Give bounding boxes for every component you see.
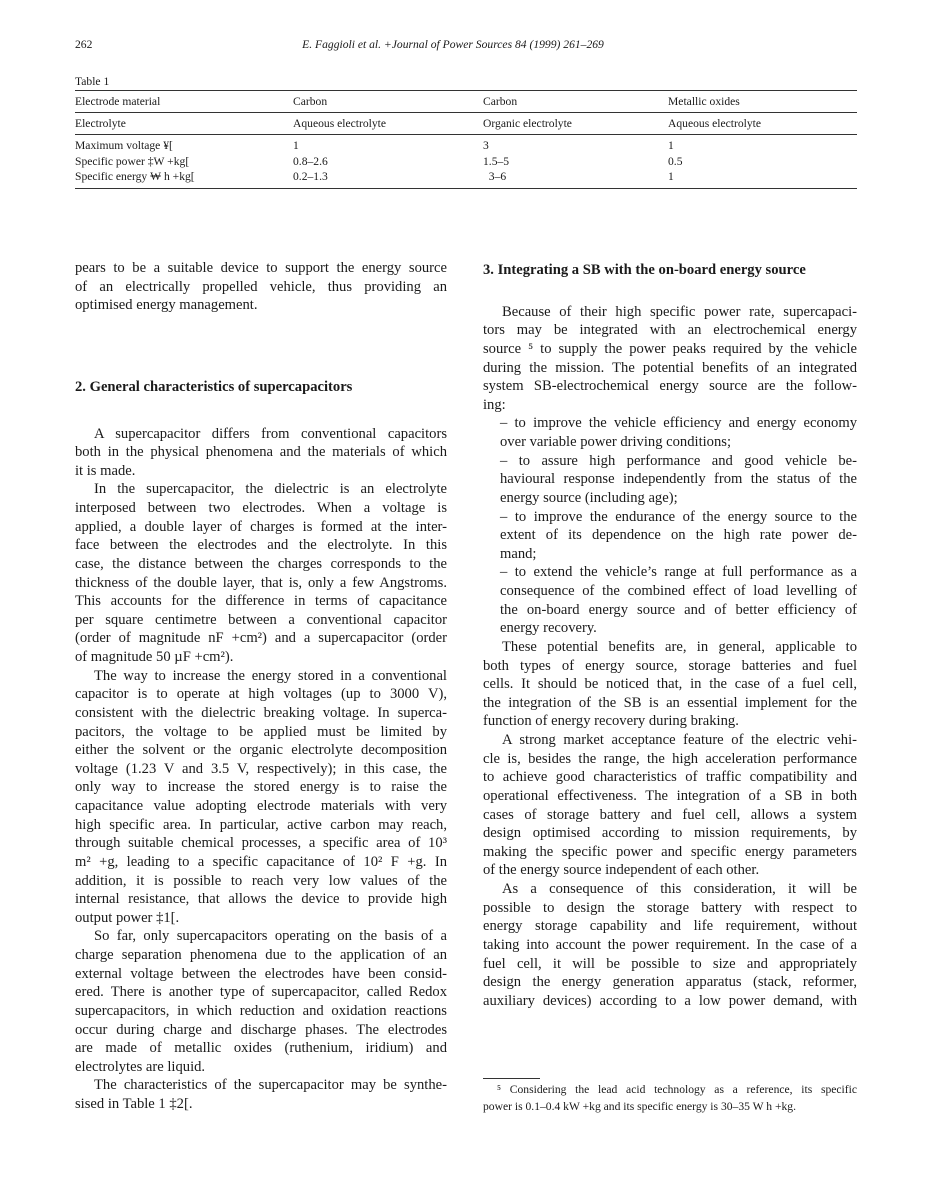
text-line: design optimised according to mission requirements, by (483, 825, 857, 842)
text-line: high specific area. In particular, active carbon may reach, (75, 816, 447, 833)
left-column (75, 259, 447, 1114)
text-line: sised in Table 1 ‡2[. (75, 1096, 193, 1112)
table-header-cell: Carbon (293, 91, 483, 113)
table-header-cell: Organic electrolyte (483, 113, 668, 135)
bullet-item (483, 563, 857, 638)
text-line: energy storage capability and life requirement, without (483, 918, 857, 935)
text-line: optimised energy management. (75, 297, 258, 314)
text-line: of the energy source independent of each other. (483, 862, 760, 879)
text-line: – to assure high performance and good vehicle be- (500, 452, 857, 469)
text-line: energy recovery. (500, 620, 597, 637)
text-line: pacitors, the voltage to be applied must be limited by (75, 723, 447, 740)
text-line: voltage (1.23 V and 3.5 V, respectively); in this case, the (75, 760, 447, 777)
text-line: only way to increase the stored energy is to raise the (75, 779, 447, 796)
text-line: to achieve good characteristics of traffic compatibility and (483, 769, 857, 786)
text-line: through suitable chemical processes, a specific area of 10³ (75, 835, 447, 852)
text-line: mand; (500, 545, 537, 562)
running-title: E. Faggioli et al. +Journal of Power Sources 84 (1999) 261–269 (302, 38, 604, 51)
text-line: the integration of the SB is an essential implement for the (483, 694, 857, 711)
paragraph (75, 259, 447, 315)
text-line: addition, it is possible to reach very low values of the (75, 872, 447, 889)
text-line: function of energy recovery during braking. (483, 713, 739, 730)
table-header-cell: Aqueous electrolyte (668, 113, 857, 135)
text-line: interposed between two electrodes. When a voltage is (75, 500, 447, 516)
table-header-cell: Aqueous electrolyte (293, 113, 483, 135)
table-cell: 1 (668, 139, 674, 153)
text-line: the on-board energy source and of better efficiency of (500, 601, 857, 618)
text-line: pears to be a suitable device to support the energy source (75, 260, 447, 276)
text-line: auxiliary devices) according to a low power demand, with (483, 992, 857, 1009)
table-cell: 1 (668, 169, 857, 188)
text-line: So far, only supercapacitors operating on the basis of a (94, 928, 447, 945)
text-line: per square centimetre between a conventional capacitor (75, 611, 447, 628)
text-line: possible to design the storage battery with respect to (483, 899, 857, 916)
text-line: In the supercapacitor, the dielectric is an electrolyte (94, 481, 447, 498)
table-header-row (75, 113, 857, 135)
text-line: ered. There is another type of supercapacitor, called Redox (75, 984, 447, 1001)
page-number: 262 (75, 38, 93, 51)
text-line: taking into account the power requirement. In the case of a (483, 936, 857, 953)
table-cell: Specific energy ₩ h +kg[ (75, 169, 293, 188)
text-line: m² +g, leading to a specific capacitance of 10² F +g. In (75, 853, 447, 870)
section-heading: 2. General characteristics of supercapacitors (75, 378, 353, 395)
table-caption: Table 1 (75, 75, 110, 88)
text-line: A supercapacitor differs from conventional capacitors (94, 425, 447, 442)
table-cell: 3–6 (483, 169, 668, 188)
text-line: consistent with the dielectric breaking voltage. In superca- (75, 704, 447, 721)
table-header-row (75, 91, 857, 113)
text-line: – to extend the vehicle’s range at full performance as a (500, 564, 857, 581)
text-line: it is made. (75, 462, 136, 479)
table-cell: 0.5 (668, 154, 683, 168)
text-line: – to improve the vehicle efficiency and energy economy (500, 415, 857, 432)
text-line: making the specific power and specific energy parameters (483, 843, 857, 860)
text-line: both in the physical phenomena and the materials of which (75, 444, 447, 461)
text-line: both types of energy source, storage batteries and fuel (483, 657, 857, 674)
text-line: – to improve the endurance of the energy source to the (500, 508, 857, 525)
footnote-line: ⁵ Considering the lead acid technology as a reference, its specific (497, 1083, 857, 1096)
table-cell: 0.8–2.6 (293, 154, 328, 168)
text-line: source ⁵ to supply the power peaks required by the vehicle (483, 340, 857, 357)
paragraph (483, 880, 857, 1010)
text-line: either the solvent or the organic electrolyte decomposition (75, 742, 447, 759)
table-row (75, 169, 857, 188)
paragraph (483, 638, 857, 731)
table-header-cell: Carbon (483, 91, 668, 113)
right-column (483, 261, 857, 1010)
paragraph (483, 731, 857, 880)
text-line: This accounts for the difference in terms of capacitance (75, 593, 447, 610)
table-cell: Maximum voltage ¥[ (75, 139, 173, 153)
text-line: extent of its dependence on the high rate power de- (500, 527, 857, 544)
paragraph (75, 1076, 447, 1113)
text-line: supercapacitors, in which reduction and oxidation reactions (75, 1002, 447, 1019)
footnote-line: power is 0.1–0.4 kW +kg and its specific energy is 30–35 W h +kg. (483, 1100, 796, 1113)
text-line: ing: (483, 396, 506, 413)
table-cell: Specific power ‡W +kg[ (75, 154, 190, 168)
table-row (75, 135, 857, 154)
text-line: capacitor is to operate at high voltages (up to 3000 V), (75, 686, 447, 703)
text-line: energy source (including age); (500, 489, 678, 506)
footnote-rule (483, 1078, 540, 1079)
paragraph (75, 425, 447, 481)
text-line: occur during charge and discharge phases. The electrodes (75, 1021, 447, 1038)
table-header-cell: Metallic oxides (668, 91, 857, 113)
text-line: electrolytes are liquid. (75, 1058, 206, 1075)
bullet-item (483, 414, 857, 451)
text-line: fuel cell, it will be possible to size and appropriately (483, 955, 857, 972)
text-line: A strong market acceptance feature of the electric vehi- (502, 732, 857, 748)
paragraph (75, 667, 447, 928)
table-cell: 0.2–1.3 (293, 169, 483, 188)
text-line: during the mission. The potential benefits of an integrated (483, 359, 857, 376)
text-line: tors may be integrated with an electrochemical energy (483, 322, 857, 339)
text-line: design the energy generation apparatus (stack, reformer, (483, 974, 857, 991)
text-line: Because of their high specific power rate, supercapaci- (502, 303, 857, 320)
bullet-item (483, 452, 857, 508)
text-line: (order of magnitude nF +cm²) and a supercapacitor (order (75, 630, 447, 647)
text-line: The characteristics of the supercapacitor may be synthe- (94, 1077, 447, 1094)
text-line: internal resistance, that allows the device to provide high (75, 891, 447, 908)
text-line: case, the distance between the charges corresponds to the (75, 555, 447, 572)
text-line: output power ‡1[. (75, 909, 180, 926)
text-line: cases of storage battery and fuel cell, allows a system (483, 806, 857, 823)
text-line: applied, a double layer of charges is formed at the inter- (75, 518, 447, 535)
text-line: capacitance value adopting electrode materials with very (75, 798, 447, 814)
table-header-cell: Electrode material (75, 91, 293, 113)
text-line: of an electrically propelled vehicle, thus providing an (75, 278, 447, 295)
text-line: of magnitude 50 µF +cm²). (75, 649, 234, 665)
text-line: consequence of the combined effect of load levelling of (500, 583, 857, 599)
text-line: are made of metallic oxides (ruthenium, iridium) and (75, 1040, 447, 1057)
bullet-item (483, 508, 857, 564)
text-line: external voltage between the electrodes have been consid- (75, 965, 447, 982)
table-1 (75, 90, 857, 189)
text-line: havioural response independently from the status of the (500, 471, 857, 488)
table-cell: 3 (483, 139, 489, 153)
section-heading: 3. Integrating a SB with the on-board energy source (483, 262, 806, 278)
paragraph (75, 927, 447, 1076)
text-line: operational effectiveness. The integration of a SB in both (483, 787, 857, 804)
text-line: These potential benefits are, in general, applicable to (502, 638, 857, 655)
text-line: thickness of the double layer, that is, only a few Angstroms. (75, 574, 447, 591)
footnote (483, 1081, 857, 1115)
table-cell: 1.5–5 (483, 154, 510, 168)
table-header-cell: Electrolyte (75, 113, 293, 135)
text-line: charge separation phenomena due to the application of an (75, 947, 447, 963)
text-line: cells. It should be noticed that, in the case of a fuel cell, (483, 676, 857, 693)
table-row (75, 154, 857, 170)
text-line: The way to increase the energy stored in a conventional (94, 667, 447, 684)
text-line: face between the electrodes and the electrolyte. In this (75, 537, 447, 554)
text-line: system SB-electrochemical energy source are the follow- (483, 378, 857, 395)
table-cell: 1 (293, 139, 299, 153)
text-line: over variable power driving conditions; (500, 434, 732, 450)
text-line: cle is, besides the range, the high acceleration performance (483, 750, 857, 767)
text-line: As a consequence of this consideration, it will be (502, 881, 857, 897)
paragraph (483, 303, 857, 415)
paragraph (75, 480, 447, 666)
